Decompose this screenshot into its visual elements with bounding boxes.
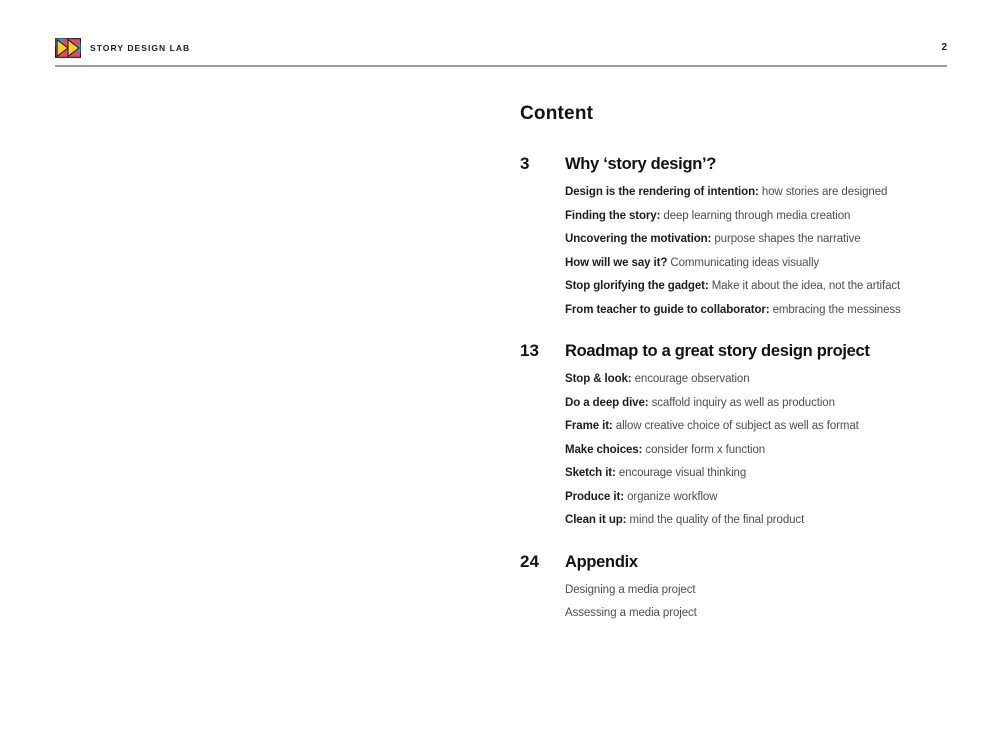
section-page-number: 13 bbox=[520, 341, 539, 360]
toc-item bbox=[565, 415, 960, 439]
section-title: Why ‘story design’? bbox=[565, 155, 717, 173]
toc-item-text: mind the quality of the final product bbox=[626, 514, 805, 526]
toc-item bbox=[565, 462, 960, 486]
section-items bbox=[565, 181, 960, 322]
toc-item-text: scaffold inquiry as well as production bbox=[648, 396, 835, 409]
toc-item-text: organize workflow bbox=[623, 490, 718, 503]
table-of-contents bbox=[520, 103, 960, 645]
section-page-number: 3 bbox=[520, 154, 530, 173]
toc-item-lead: Clean it up: bbox=[565, 514, 627, 526]
section-items bbox=[565, 368, 960, 533]
toc-item bbox=[565, 602, 960, 626]
page-number: 2 bbox=[941, 42, 947, 53]
section-title: Roadmap to a great story design project bbox=[565, 342, 870, 360]
toc-item bbox=[565, 368, 960, 392]
section-items bbox=[565, 579, 960, 626]
toc-item bbox=[565, 439, 960, 463]
toc-item-lead: Make choices: bbox=[565, 443, 643, 456]
toc-item bbox=[565, 392, 960, 416]
toc-item-lead: Sketch it: bbox=[565, 467, 616, 479]
toc-title: Content bbox=[520, 103, 594, 124]
toc-item-lead: How will we say it? bbox=[565, 256, 668, 269]
toc-item bbox=[565, 299, 960, 323]
toc-item-text: encourage observation bbox=[631, 373, 750, 385]
brand-logo-icon bbox=[55, 38, 81, 58]
toc-item-text: Designing a media project bbox=[565, 583, 696, 596]
toc-item-lead: Produce it: bbox=[565, 490, 624, 503]
toc-item bbox=[565, 205, 960, 229]
toc-item bbox=[565, 579, 960, 603]
section-title: Appendix bbox=[565, 552, 638, 571]
toc-item-lead: Stop & look: bbox=[565, 373, 632, 385]
toc-item bbox=[565, 486, 960, 510]
toc-section bbox=[520, 154, 960, 322]
toc-item bbox=[565, 275, 960, 299]
toc-item-lead: Do a deep dive: bbox=[565, 396, 649, 409]
toc-item-lead: Uncovering the motivation: bbox=[565, 233, 712, 245]
toc-item-text: consider form x function bbox=[642, 443, 766, 456]
toc-item-lead: Finding the story: bbox=[565, 209, 661, 222]
header-divider bbox=[55, 65, 947, 67]
toc-section bbox=[520, 341, 960, 533]
toc-item-text: Assessing a media project bbox=[565, 607, 697, 619]
toc-item-text: purpose shapes the narrative bbox=[711, 233, 861, 245]
toc-item-lead: Frame it: bbox=[565, 420, 613, 432]
toc-item-text: encourage visual thinking bbox=[615, 467, 747, 479]
toc-item bbox=[565, 252, 960, 276]
toc-sections bbox=[520, 154, 960, 626]
toc-item-lead: Design is the rendering of intention: bbox=[565, 186, 759, 198]
toc-section bbox=[520, 552, 960, 626]
toc-item bbox=[565, 228, 960, 252]
brand-name: STORY DESIGN LAB bbox=[90, 43, 191, 53]
toc-item bbox=[565, 509, 960, 533]
toc-item-text: embracing the messiness bbox=[769, 303, 901, 316]
toc-item bbox=[565, 181, 960, 205]
toc-item-text: deep learning through media creation bbox=[660, 209, 851, 222]
toc-item-text: allow creative choice of subject as well as format bbox=[612, 420, 859, 432]
toc-item-lead: From teacher to guide to collaborator: bbox=[565, 303, 770, 316]
toc-item-text: Communicating ideas visually bbox=[667, 256, 820, 269]
toc-item-text: how stories are designed bbox=[758, 186, 888, 198]
section-page-number: 24 bbox=[520, 551, 539, 571]
toc-item-lead: Stop glorifying the gadget: bbox=[565, 280, 709, 292]
toc-item-text: Make it about the idea, not the artifact bbox=[708, 280, 901, 292]
